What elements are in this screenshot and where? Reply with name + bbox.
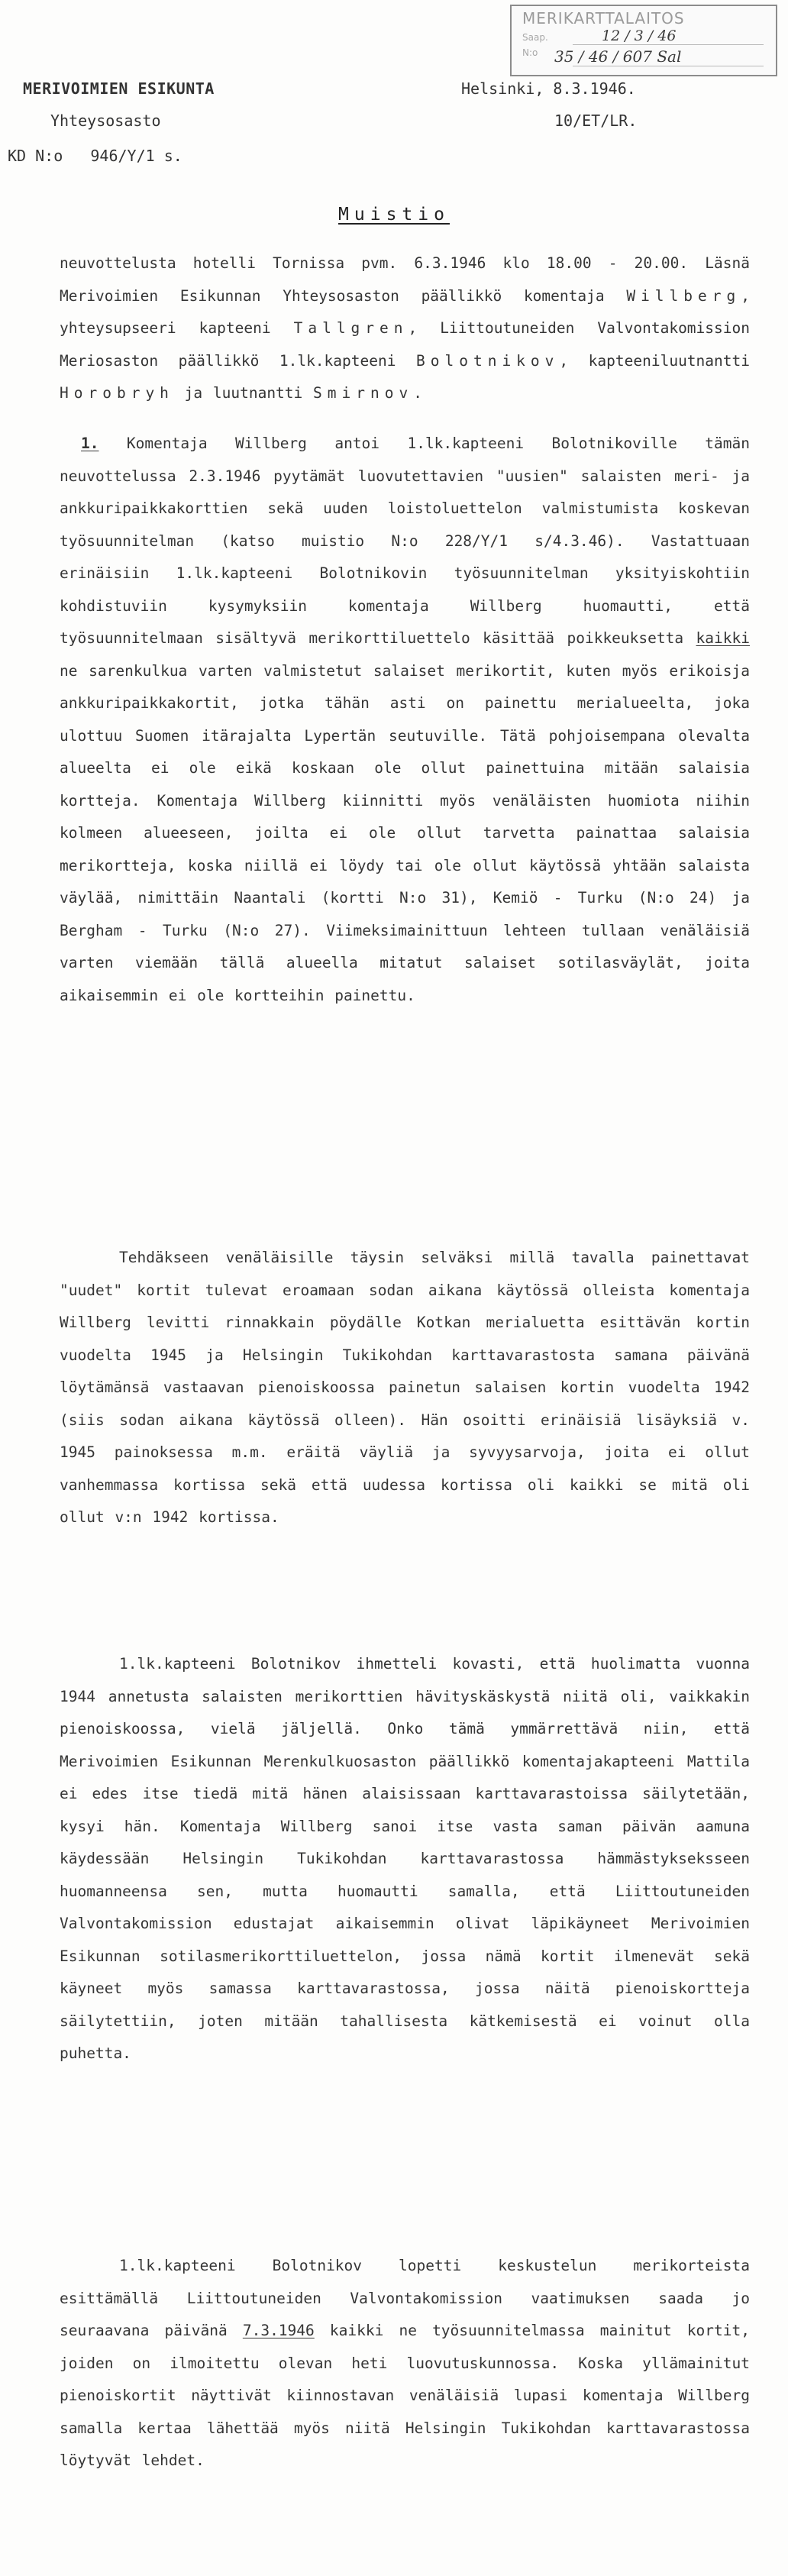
paragraph-1: [60, 428, 750, 1012]
stamp-rule: [573, 44, 764, 45]
archive-stamp: [510, 5, 777, 76]
person-name: Bolotnikov: [416, 351, 560, 370]
underlined-word: kaikki: [696, 629, 750, 647]
paragraph-text: Tehdäkseen venäläisille täysin selväksi millä tavalla painettavat "uudet" kortit tulevat eroamaan sodan aikana käytössä olleista komentaja Willberg levitti rinnakkain pöydälle Kotkan merialuetta esittävän kortin vuodelta 1945 ja Helsingin Tukikohdan karttavarastosta samana päivänä löytämänsä vastaavan pienoiskoossa painetun salaisen kortin vuodelta 1942 (siis sodan aikana käytössä olleen). Hän osoitti erinäisiä lisäyksiä v. 1945 painoksessa m.m. eräitä väyliä ja syvyysarvoja, joita ei ollut vanhemmassa kortissa sekä että uudessa kortissa oli kaikki se mitä oli ollut v:n 1942 kortissa.: [60, 1249, 750, 1526]
person-name: Horobryh: [60, 384, 174, 402]
intro-text: , yhteysupseeri kapteeni: [60, 286, 750, 337]
paragraph-text: 1.lk.kapteeni Bolotnikov lopetti keskustelun merikorteista esittämällä Liittoutuneiden Valvontakomission vaatimuksen saada jo seuraavana päivänä: [60, 2257, 750, 2339]
header-department: Yhteysosasto: [50, 112, 161, 130]
person-name: Tallgren: [293, 319, 409, 337]
paragraph-3: [60, 1648, 750, 2070]
header-organization: MERIVOIMIEN ESIKUNTA: [23, 79, 215, 98]
header-place-date: Helsinki, 8.3.1946.: [461, 79, 636, 98]
header-reference-right: 10/ET/LR.: [554, 112, 638, 130]
paragraph-text: ne sarenkulkua varten valmistetut salaiset merikortit, kuten myös erikoisja ankkuripaikkakortit, jotka tähän asti on painettu merialueelta, joka ulottuu Suomen itärajalta Lypertän seutuville. Tätä pohjoisempana olevalta alueelta ei ole eikä koskaan ole ollut painettuina mitään salaisia kortteja. Komentaja Willberg kiinnitti myös venäläisten huomiota niihin kolmeen alueeseen, joilta ei ole ollut tarvetta painattaa salaisia merikortteja, koska niillä ei löydy tai ole ollut käytössä yhtään salaista väylää, nimittäin Naantali (kortti N:o 31), Kemiö - Turku (N:o 24) ja Bergham - Turku (N:o 27). Viimeksimainittuun lehteen tullaan venäläisiä varten viemään tällä alueella mitatut salaiset sotilasväylät, joita aikaisemmin ei ole kortteihin painettu.: [60, 661, 750, 1004]
paragraph-4: [60, 2250, 750, 2477]
intro-paragraph: [60, 247, 750, 410]
person-name: Willberg: [626, 286, 741, 305]
paragraph-text: 1.lk.kapteeni Bolotnikov ihmetteli kovasti, että huolimatta vuonna 1944 annetusta salaisten merikorttien hävityskäskystä niitä oli, vaikkakin pienoiskoossa, vielä jäljellä. Onko tämä ymmärrettävä niin, että Merivoimien Esikunnan Merenkulkuosaston päällikkö komentajakapteeni Mattila ei edes itse tiedä mitä hänen alaisissaan karttavarastoissa säilytetään, kysyi hän. Komentaja Willberg sanoi itse vasta saman päivän aamuna käydessään Helsingin Tukikohdan karttavarastossa hämmästykseksseen huomanneensa sen, mutta huomautti samalla, että Liittoutuneiden Valvontakomission edustajat aikaisemmin olivat läpikäyneet Merivoimien Esikunnan sotilasmerikorttiluettelon, jossa nämä kortit ilmenevät sekä käyneet myös samassa karttavarastossa, jossa näitä pienoiskortteja säilytettiin, joten mitään tahallisesta kätkemisestä ei voinut olla puhetta.: [60, 1655, 750, 2062]
person-name: Smirnov: [313, 384, 414, 402]
intro-text: neuvottelusta hotelli Tornissa pvm. 6.3.1946 klo 18.00 - 20.00. Läsnä Merivoimien Esikunnan Yhteysosaston päällikkö komentaja: [60, 254, 750, 305]
stamp-label-number: N:o: [522, 47, 538, 58]
intro-text: , Liittoutuneiden Valvontakomission Meriosaston päällikkö 1.lk.kapteeni: [60, 319, 750, 370]
intro-text: ja luutnantti: [173, 384, 314, 402]
stamp-title: MERIKARTTALAITOS: [522, 9, 685, 27]
paragraph-number: 1.: [81, 435, 99, 452]
stamp-handwritten-number: 35 / 46 / 607 Sal: [554, 47, 682, 66]
paragraph-2: [60, 1242, 750, 1534]
document-title: Muistio: [338, 205, 450, 225]
header-reference-left: KD N:o 946/Y/1 s.: [8, 147, 182, 165]
underlined-date: 7.3.1946: [242, 2322, 315, 2339]
stamp-label-received: Saap.: [522, 32, 548, 43]
paragraph-text: Komentaja Willberg antoi 1.lk.kapteeni Bolotnikoville tämän neuvottelussa 2.3.1946 pyytämät luovutettavien "uusien" salaisten meri- ja ankkuripaikkakorttien sekä uuden loistoluettelon valmistumista koskevan työsuunnitelman (katso muistio N:o 228/Y/1 s/4.3.46). Vastattuaan erinäisiin 1.lk.kapteeni Bolotnikovin työsuunnitelman yksityiskohtiin kohdistuviin kysymyksiin komentaja Willberg huomautti, että työsuunnitelmaan sisältyvä merikorttiluettelo käsittää poikkeuksetta: [60, 435, 750, 647]
intro-text: , kapteeniluutnantti: [559, 351, 750, 370]
paragraph-text: kaikki ne työsuunnitelmassa mainitut kortit, joiden on ilmoitettu olevan heti luovutuskunnossa. Koska yllämainitut pienoiskortit näyttivät kiinnostavan venäläisiä lupasi komentaja Willberg samalla kertaa lähettää myös niitä Helsingin Tukikohdan karttavarastossa löytyvät lehdet.: [60, 2322, 750, 2469]
stamp-handwritten-date: 12 / 3 / 46: [602, 27, 677, 44]
intro-text: .: [413, 384, 422, 402]
